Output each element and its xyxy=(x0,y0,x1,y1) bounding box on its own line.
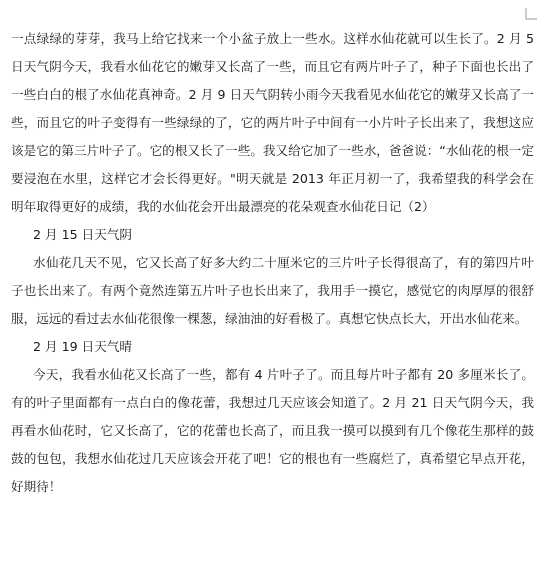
diary-date-heading-feb-15: 2 月 15 日天气阴 xyxy=(33,227,133,242)
paragraph-diary-intro: 一点绿绿的芽芽，我马上给它找来一个小盆子放上一些水。这样水仙花就可以生长了。2 月 5 日天气阴今天，我看水仙花它的嫩芽又长高了一些，而且它有两片叶子了，种子下面也长出了一些白白的根了水仙花真神奇。2 月 9 日天气阴转小雨今天我看见水仙花它的嫩芽又长高了一些，而且它的叶子变得有一些绿绿的了，它的两片叶子中间有一小片叶子长出来了，我想这应该是它的第三片叶子了。它的根又长了一些。我又给它加了一些水，爸爸说：“水仙花的根一定要浸泡在水里，这样它才会长得更好。"明天就是 2013 年正月初一了，我希望我的科学会在明年取得更好的成绩，我的水仙花会开出最漂亮的花朵观查水仙花日记（2） xyxy=(11,31,534,214)
page-corner-mark-icon xyxy=(525,8,537,20)
diary-date-heading-feb-19: 2 月 19 日天气晴 xyxy=(33,339,133,354)
document-page xyxy=(11,25,534,501)
paragraph-feb-19-entry: 今天，我看水仙花又长高了一些，都有 4 片叶子了。而且每片叶子都有 20 多厘米长了。有的叶子里面都有一点白白的像花蕾，我想过几天应该会知道了。2 月 21 日天气阴今天，我再看水仙花时，它又长高了，它的花蕾也长高了，而且我一摸可以摸到有几个像花生那样的鼓鼓的包包，我想水仙花过几天应该会开花了吧！它的根也有一些腐烂了，真希望它早点开花，好期待！ xyxy=(11,367,534,494)
paragraph-feb-15-entry: 水仙花几天不见，它又长高了好多大约二十厘米它的三片叶子长得很高了，有的第四片叶子也长出来了。有两个竟然连第五片叶子也长出来了，我用手一摸它，感觉它的肉厚厚的很舒服，远远的看过去水仙花很像一棵葱，绿油油的好看极了。真想它快点长大，开出水仙花来。 xyxy=(11,255,534,326)
